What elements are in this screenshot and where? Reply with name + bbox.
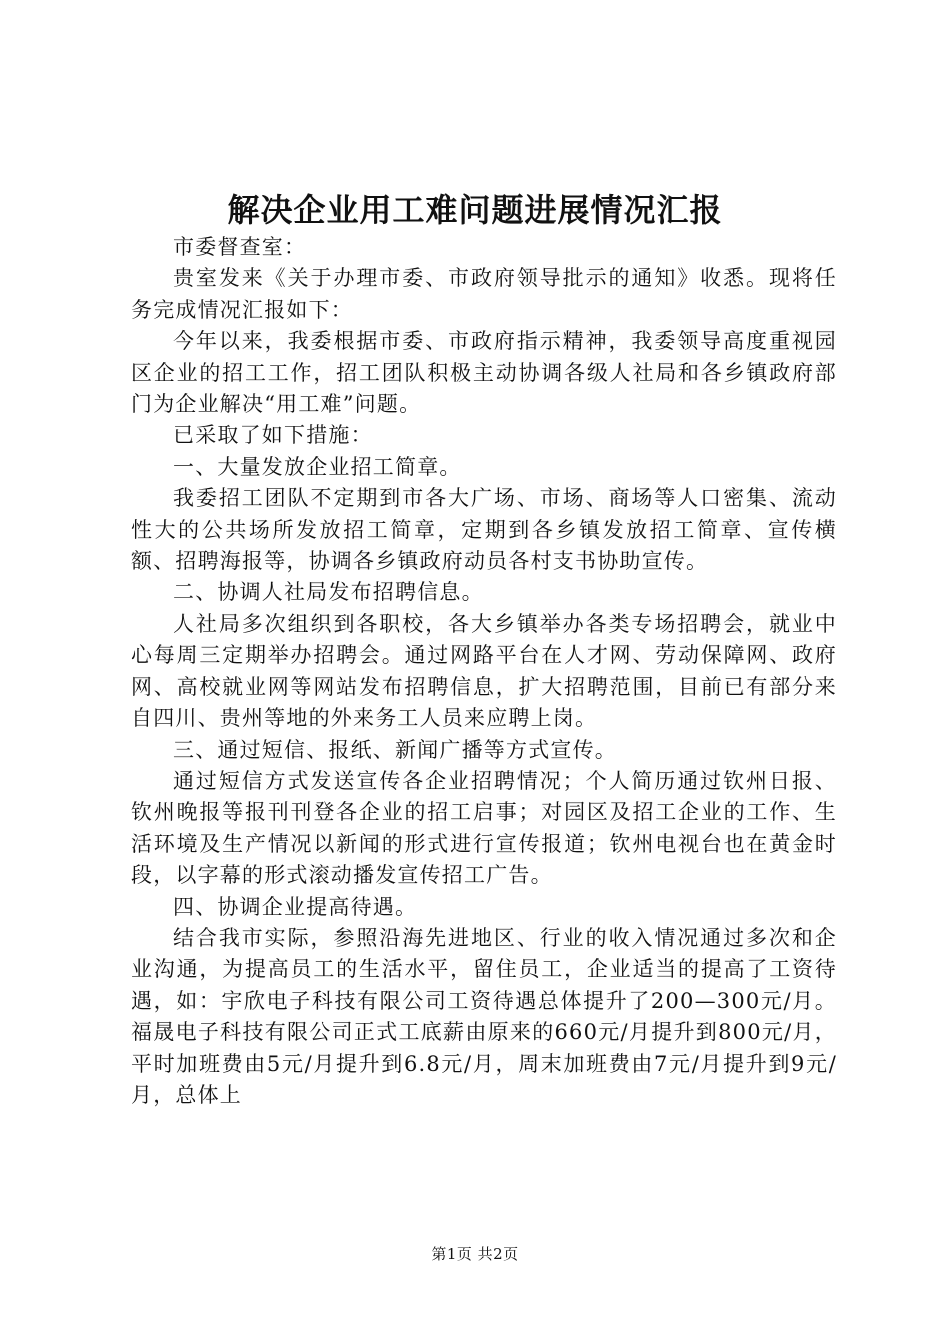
section-heading: 四、协调企业提高待遇。	[173, 894, 418, 919]
paragraph: 结合我市实际，参照沿海先进地区、行业的收入情况通过多次和企业沟通，为提高员工的生活水平，留住员工，企业适当的提高了工资待遇，如：宇欣电子科技有限公司工资待遇总体提升了200—300元/月。福晟电子科技有限公司正式工底薪由原来的660元/月提升到800元/月，平时加班费由5元/月提升到6.8元/月，周末加班费由7元/月提升到9元/月，总体上	[131, 925, 837, 1107]
document-title: 解决企业用工难问题进展情况汇报	[227, 191, 723, 229]
paragraph: 贵室发来《关于办理市委、市政府领导批示的通知》收悉。现将任务完成情况汇报如下：	[131, 266, 837, 322]
section-heading: 三、通过短信、报纸、新闻广播等方式宣传。	[173, 737, 617, 762]
paragraph: 人社局多次组织到各职校，各大乡镇举办各类专场招聘会，就业中心每周三定期举办招聘会。通过网路平台在人才网、劳动保障网、政府网、高校就业网等网站发布招聘信息，扩大招聘范围，目前已有部分来自四川、贵州等地的外来务工人员来应聘上岗。	[131, 611, 837, 731]
paragraph: 通过短信方式发送宣传各企业招聘情况；个人简历通过钦州日报、钦州晚报等报刊刊登各企业的招工启事；对园区及招工企业的工作、生活环境及生产情况以新闻的形式进行宣传报道；钦州电视台也在黄金时段，以字幕的形式滚动播发宣传招工广告。	[131, 768, 837, 888]
paragraph: 我委招工团队不定期到市各大广场、市场、商场等人口密集、流动性大的公共场所发放招工简章，定期到各乡镇发放招工简章、宣传横额、招聘海报等，协调各乡镇政府动员各村支书协助宣传。	[131, 486, 837, 574]
section-heading: 二、协调人社局发布招聘信息。	[173, 580, 484, 605]
page-number: 第1页 共2页	[431, 1245, 519, 1263]
section-heading: 一、大量发放企业招工简章。	[173, 454, 462, 479]
document-body	[131, 232, 837, 1111]
paragraph-salutation: 市委督查室：	[173, 235, 307, 259]
paragraph: 已采取了如下措施：	[173, 423, 373, 448]
paragraph: 今年以来，我委根据市委、市政府指示精神，我委领导高度重视园区企业的招工工作，招工团队积极主动协调各级人社局和各乡镇政府部门为企业解决“用工难”问题。	[131, 329, 837, 417]
